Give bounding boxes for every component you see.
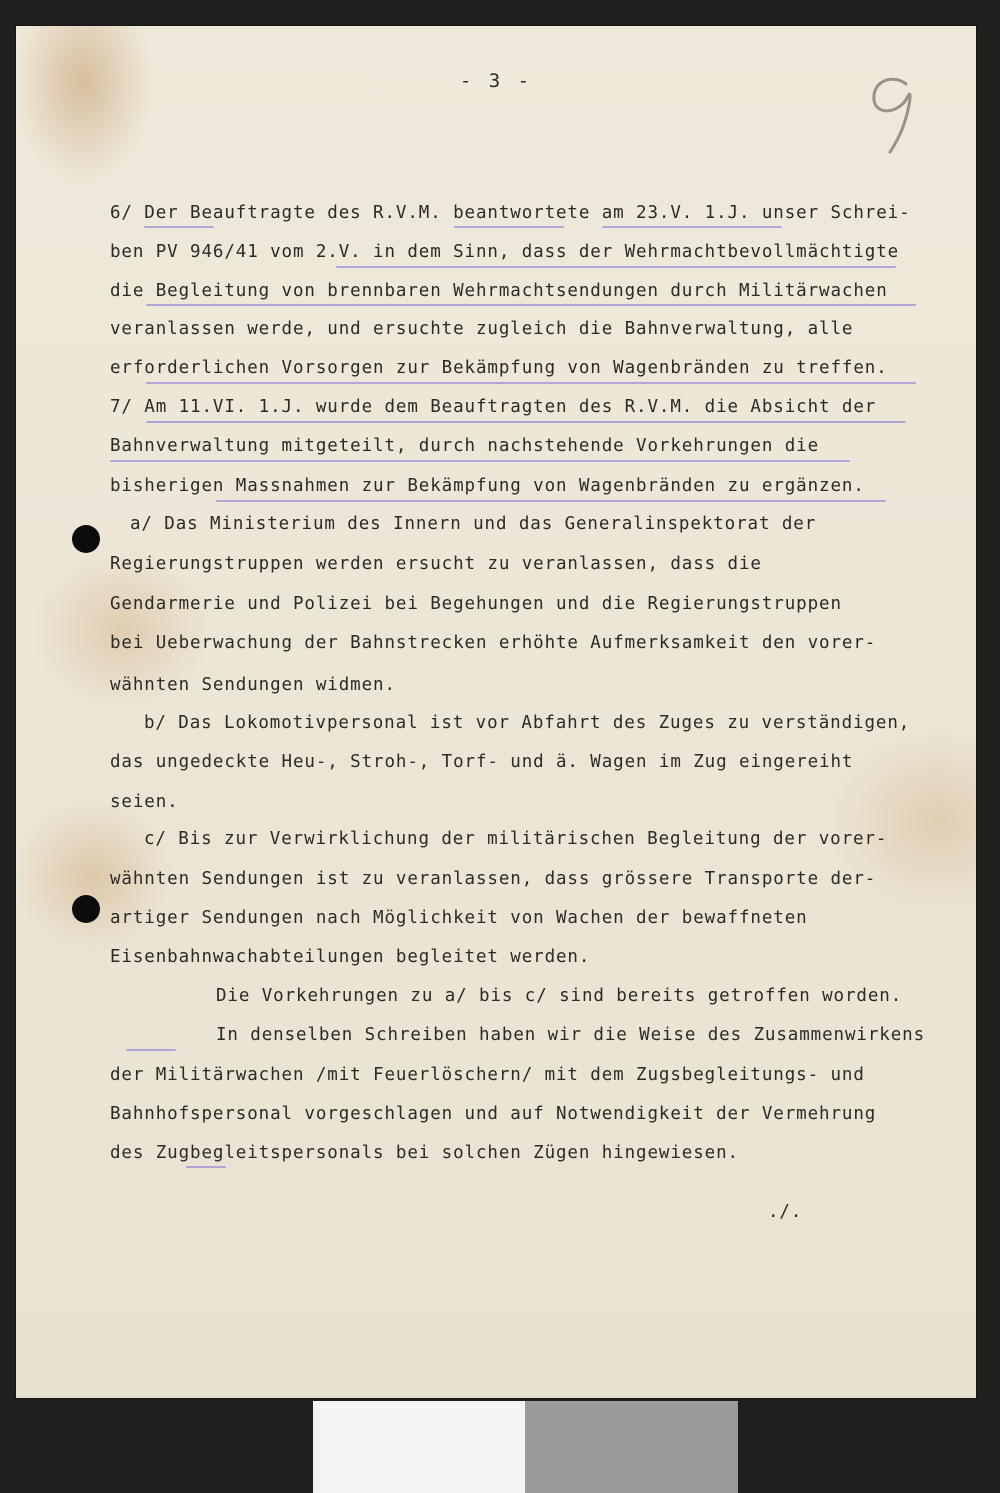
underline-mark — [126, 1049, 176, 1051]
text-line: veranlassen werde, und ersuchte zugleich die Bahnverwaltung, alle — [110, 319, 854, 339]
underline-mark — [146, 382, 916, 384]
text-line: Gendarmerie und Polizei bei Begehungen und die Regierungstruppen — [110, 594, 842, 614]
text-line: b/ Das Lokomotivpersonal ist vor Abfahrt des Zuges zu verständigen, — [144, 713, 911, 733]
text-line: Bahnverwaltung mitgeteilt, durch nachstehende Vorkehrungen die — [110, 436, 820, 456]
text-line: wähnten Sendungen ist zu veranlassen, dass grössere Transporte der- — [110, 869, 877, 889]
text-line: erforderlichen Vorsorgen zur Bekämpfung von Wagenbränden zu treffen. — [110, 358, 888, 378]
underline-mark — [144, 226, 214, 228]
underline-mark — [602, 226, 782, 228]
text-line: c/ Bis zur Verwirklichung der militärischen Begleitung der vorer- — [144, 829, 888, 849]
text-line: artiger Sendungen nach Möglichkeit von Wachen der bewaffneten — [110, 908, 808, 928]
text-line: seien. — [110, 792, 179, 812]
text-line: das ungedeckte Heu-, Stroh-, Torf- und ä. Wagen im Zug eingereiht — [110, 752, 854, 772]
text-line: ben PV 946/41 vom 2.V. in dem Sinn, dass der Wehrmachtbevollmächtigte — [110, 242, 900, 262]
text-line: ./. — [768, 1202, 803, 1222]
underline-mark — [336, 266, 896, 268]
underline-mark — [146, 304, 916, 306]
underline-mark — [216, 500, 886, 502]
page-number: - 3 - — [459, 70, 533, 92]
calibration-strip-grey — [525, 1401, 738, 1493]
text-line: 7/ Am 11.VI. 1.J. wurde dem Beauftragten des R.V.M. die Absicht der — [110, 397, 877, 417]
text-line: In denselben Schreiben haben wir die Weise des Zusammenwirkens — [216, 1025, 926, 1045]
underline-mark — [110, 460, 850, 462]
underline-mark — [186, 1166, 226, 1168]
text-line: der Militärwachen /mit Feuerlöschern/ mit dem Zugsbegleitungs- und — [110, 1065, 865, 1085]
calibration-strip-white — [313, 1401, 525, 1493]
paper-sheet — [16, 26, 976, 1398]
text-line: wähnten Sendungen widmen. — [110, 675, 396, 695]
punch-hole — [72, 895, 100, 923]
text-line: 6/ Der Beauftragte des R.V.M. beantwortete am 23.V. 1.J. unser Schrei- — [110, 203, 911, 223]
text-line: Bahnhofspersonal vorgeschlagen und auf Notwendigkeit der Vermehrung — [110, 1104, 877, 1124]
text-line: Regierungstruppen werden ersucht zu veranlassen, dass die — [110, 554, 762, 574]
punch-hole — [72, 525, 100, 553]
text-line: bei Ueberwachung der Bahnstrecken erhöhte Aufmerksamkeit den vorer- — [110, 633, 877, 653]
underline-mark — [146, 421, 906, 423]
text-line: Eisenbahnwachabteilungen begleitet werden. — [110, 947, 591, 967]
text-line: Die Vorkehrungen zu a/ bis c/ sind bereits getroffen worden. — [216, 986, 903, 1006]
text-line: die Begleitung von brennbaren Wehrmachtsendungen durch Militärwachen — [110, 281, 888, 301]
underline-mark — [454, 226, 564, 228]
text-line: des Zugbegleitspersonals bei solchen Zügen hingewiesen. — [110, 1143, 739, 1163]
text-line: a/ Das Ministerium des Innern und das Generalinspektorat der — [130, 514, 817, 534]
text-line: bisherigen Massnahmen zur Bekämpfung von Wagenbränden zu ergänzen. — [110, 476, 865, 496]
